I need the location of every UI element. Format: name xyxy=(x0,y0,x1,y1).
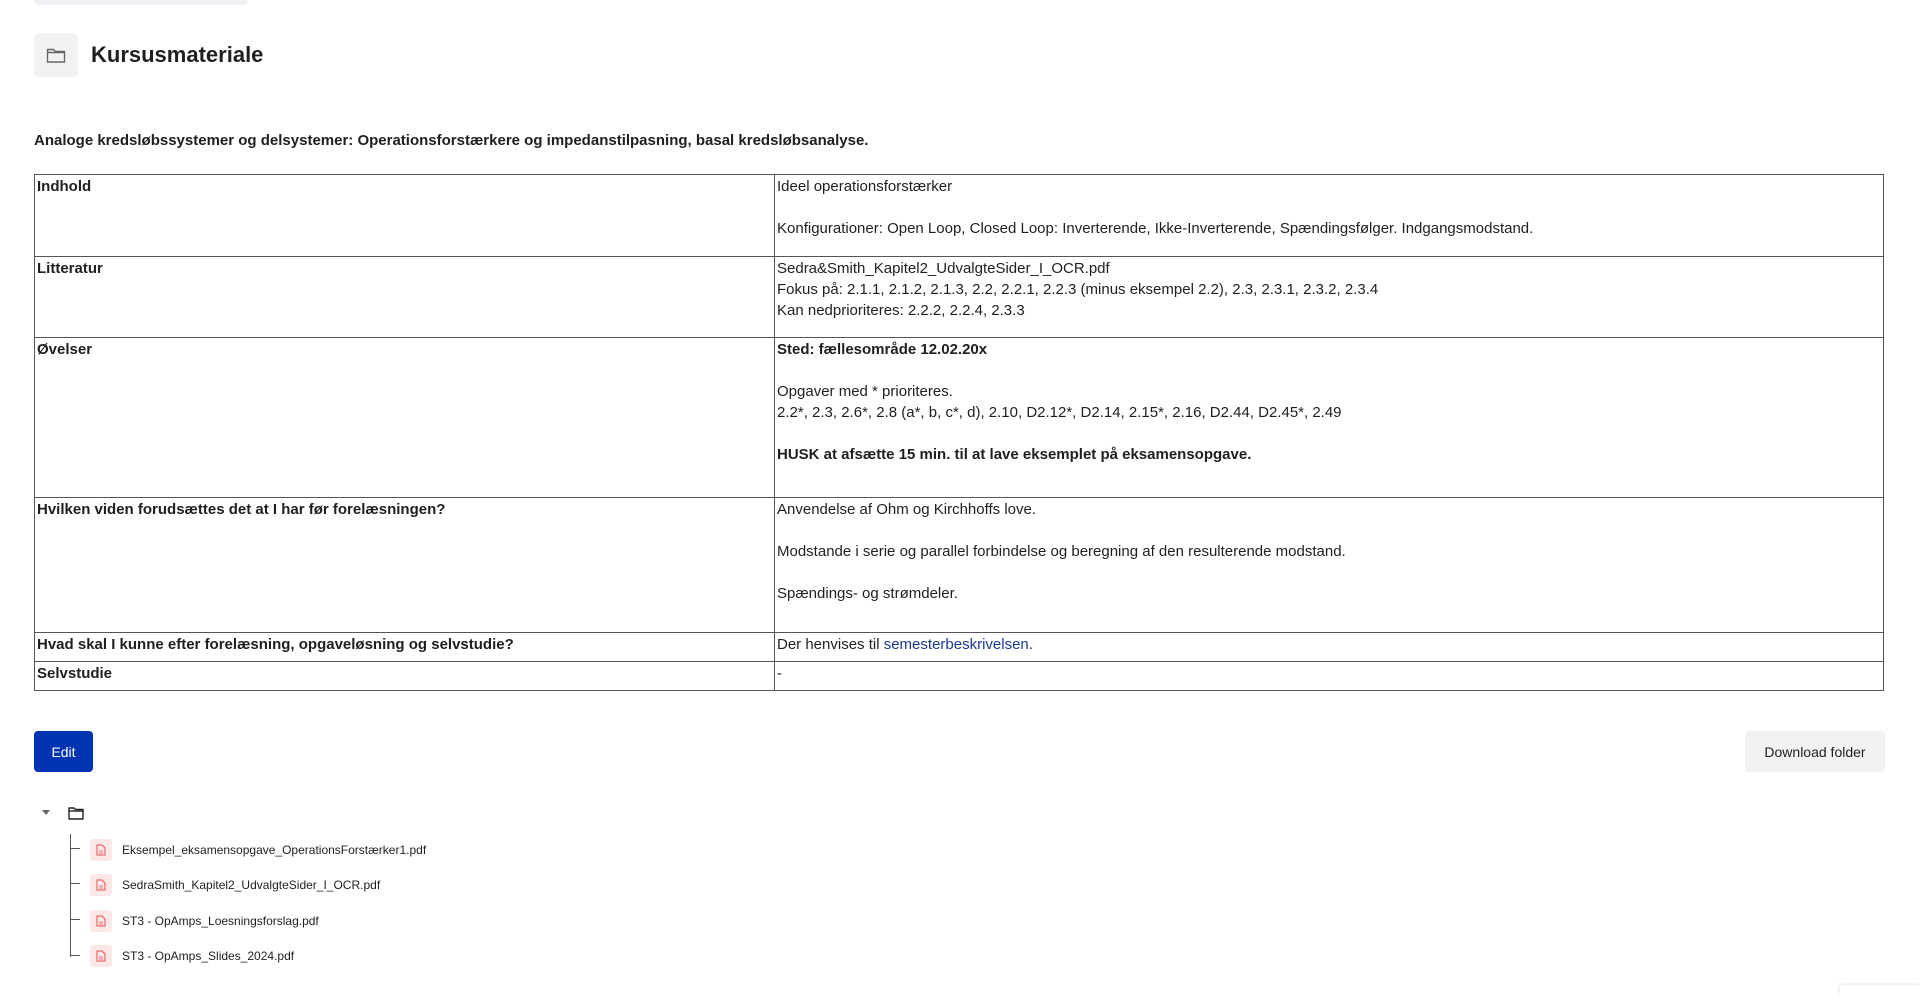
download-folder-button[interactable]: Download folder xyxy=(1745,731,1885,772)
row-label-litteratur: Litteratur xyxy=(35,257,775,338)
indhold-line-1: Ideel operationsforstærker xyxy=(777,178,953,195)
litteratur-fokus: Fokus på: 2.1.1, 2.1.2, 2.1.3, 2.2, 2.2.1, 2.2.3 (minus eksempel 2.2), 2.3, 2.3.1, 2.3.2, 2.3.4 xyxy=(777,281,1379,298)
litteratur-nedprioriteres: Kan nedprioriteres: 2.2.2, 2.2.4, 2.3.3 xyxy=(777,302,1025,319)
pdf-file-icon xyxy=(90,910,112,932)
row-value-kunne xyxy=(775,633,1884,662)
table-row xyxy=(35,633,1884,662)
tree-connector xyxy=(70,906,80,920)
file-item[interactable] xyxy=(90,874,380,896)
row-label-ovelser: Øvelser xyxy=(35,338,775,498)
top-tab-stub xyxy=(34,0,248,5)
course-intro: Analoge kredsløbssystemer og delsystemer: Operationsforstærkere og impedanstilpasning, basal kredsløbsanalyse. xyxy=(34,132,869,149)
folder-icon xyxy=(68,806,84,825)
ovelser-husk: HUSK at afsætte 15 min. til at lave eksemplet på eksamensopgave. xyxy=(777,446,1252,463)
row-value-indhold xyxy=(775,175,1884,257)
tree-connector xyxy=(70,835,80,849)
page-title: Kursusmateriale xyxy=(91,42,264,67)
litteratur-file: Sedra&Smith_Kapitel2_UdvalgteSider_I_OCR.pdf xyxy=(777,260,1110,277)
ovelser-prioriteres: Opgaver med * prioriteres. xyxy=(777,383,953,400)
file-item[interactable] xyxy=(90,945,294,967)
table-row xyxy=(35,498,1884,633)
course-table xyxy=(34,174,1884,691)
file-name: Eksempel_eksamensopgave_OperationsForstærker1.pdf xyxy=(122,843,427,857)
file-name: ST3 - OpAmps_Loesningsforslag.pdf xyxy=(122,914,319,928)
pdf-file-icon xyxy=(90,839,112,861)
ovelser-list: 2.2*, 2.3, 2.6*, 2.8 (a*, b, c*, d), 2.10, D2.12*, D2.14, 2.15*, 2.16, D2.44, D2.45*, 2.49 xyxy=(777,404,1342,421)
row-label-indhold: Indhold xyxy=(35,175,775,257)
file-name: SedraSmith_Kapitel2_UdvalgteSider_I_OCR.pdf xyxy=(122,878,381,892)
collapse-caret-icon[interactable] xyxy=(42,810,50,815)
page-header xyxy=(34,33,263,77)
semesterbeskrivelse-link[interactable]: semesterbeskrivelsen xyxy=(883,636,1029,653)
kunne-suffix: . xyxy=(1028,636,1033,653)
tree-connector xyxy=(70,942,80,956)
folder-icon xyxy=(34,33,78,77)
pdf-file-icon xyxy=(90,874,112,896)
file-tree xyxy=(40,800,640,970)
ovelser-sted: Sted: fællesområde 12.02.20x xyxy=(777,341,988,358)
table-row xyxy=(35,338,1884,498)
row-label-kunne: Hvad skal I kunne efter forelæsning, opgaveløsning og selvstudie? xyxy=(35,633,775,662)
table-row xyxy=(35,257,1884,338)
row-value-ovelser xyxy=(775,338,1884,498)
row-value-viden xyxy=(775,498,1884,633)
kunne-prefix: Der henvises til xyxy=(777,636,884,653)
pdf-file-icon xyxy=(90,945,112,967)
tree-connector xyxy=(70,834,71,957)
viden-line-2: Modstande i serie og parallel forbindelse og beregning af den resulterende modstand. xyxy=(777,543,1346,560)
edit-button[interactable]: Edit xyxy=(34,731,93,772)
viden-line-1: Anvendelse af Ohm og Kirchhoffs love. xyxy=(777,501,1037,518)
table-row xyxy=(35,662,1884,691)
row-label-viden: Hvilken viden forudsættes det at I har før forelæsningen? xyxy=(35,498,775,633)
row-value-selvstudie: - xyxy=(775,662,1884,691)
indhold-line-2: Konfigurationer: Open Loop, Closed Loop: Inverterende, Ikke-Inverterende, Spændingsfølger. Indgangsmodstand. xyxy=(777,220,1534,237)
tree-connector xyxy=(70,870,80,884)
file-name: ST3 - OpAmps_Slides_2024.pdf xyxy=(122,949,295,963)
row-value-litteratur xyxy=(775,257,1884,338)
viden-line-3: Spændings- og strømdeler. xyxy=(777,585,958,602)
table-row xyxy=(35,175,1884,257)
row-label-selvstudie: Selvstudie xyxy=(35,662,775,691)
file-item[interactable] xyxy=(90,839,426,861)
file-item[interactable] xyxy=(90,910,319,932)
corner-card xyxy=(1840,985,1920,995)
